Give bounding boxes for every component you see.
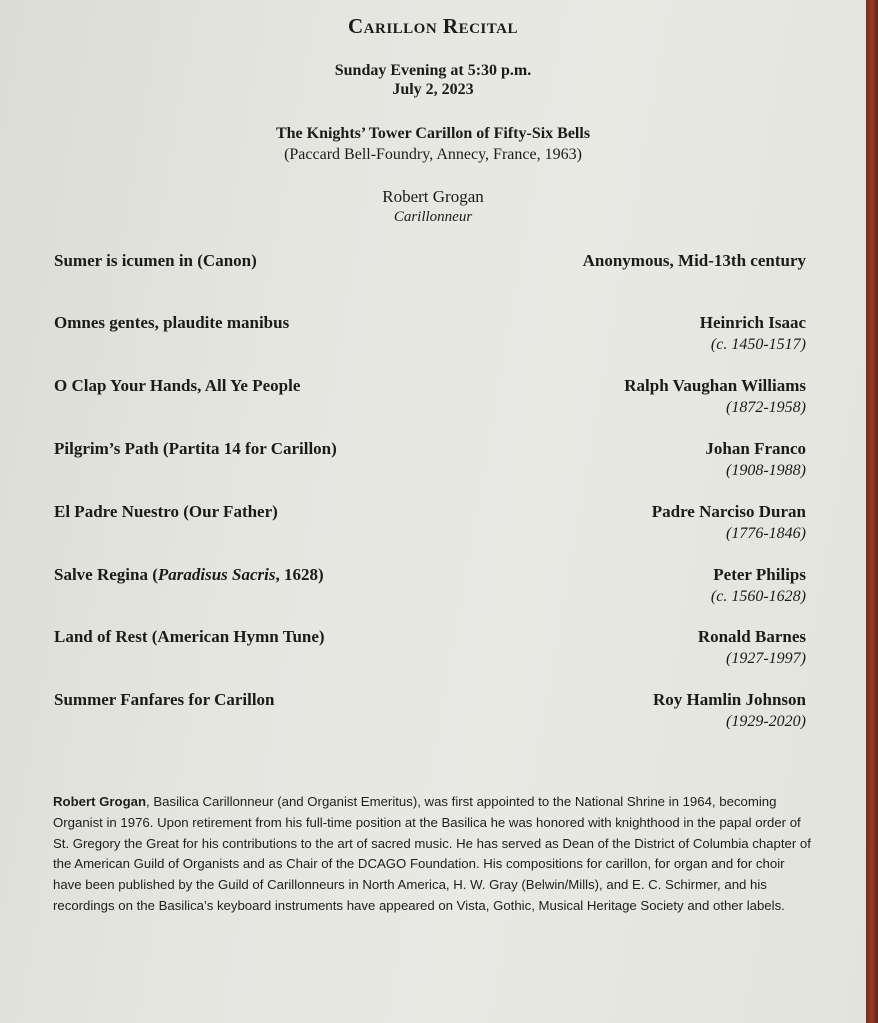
piece-title-suffix: , 1628)	[275, 565, 324, 584]
bio-name: Robert Grogan	[53, 794, 147, 809]
piece-title: Land of Rest (American Hymn Tune)	[54, 627, 325, 646]
program-item-3	[54, 376, 806, 420]
piece-composer: Johan Franco	[705, 439, 806, 458]
piece-title: Pilgrim’s Path (Partita 14 for Carillon)	[54, 439, 337, 458]
piece-title: Omnes gentes, plaudite manibus	[54, 313, 290, 332]
program-title: Carillon Recital	[348, 14, 518, 38]
table-edge-background	[866, 0, 878, 1023]
piece-composer: Anonymous, Mid-13th century	[582, 251, 806, 270]
instrument-line-1: The Knights’ Tower Carillon of Fifty-Six Bells	[275, 125, 591, 142]
piece-composer: Heinrich Isaac	[699, 313, 806, 332]
piece-composer: Ralph Vaughan Williams	[624, 376, 806, 395]
date-line-1: Sunday Evening at 5:30 p.m.	[334, 62, 532, 79]
program-item-5	[54, 502, 806, 546]
program-item-4	[54, 439, 806, 483]
instrument-line-2: (Paccard Bell-Foundry, Annecy, France, 1963)	[284, 146, 582, 163]
piece-title: Sumer is icumen in (Canon)	[54, 251, 257, 270]
program-item-1	[54, 251, 806, 295]
piece-title-prefix: Salve Regina (	[54, 565, 158, 584]
piece-title: El Padre Nuestro (Our Father)	[54, 502, 278, 521]
piece-composer: Roy Hamlin Johnson	[652, 690, 806, 709]
piece-composer: Peter Philips	[713, 565, 806, 584]
bio-text: , Basilica Carillonneur (and Organist Emeritus), was first appointed to the National Shrine in 1964, becoming Organist in 1976. Upon retirement from his full-time position at the Basilica he was honored with knighthood in the papal order of St. Gregory the Great for his contributions to the art of sacred music. He has served as Dean of the District of Columbia chapter of the American Guild of Organists and as Chair of the DCAGO Foundation. His compositions for carillon, for organ and for choir have been published by the Guild of Carillonneurs in North America, H. W. Gray (Belwin/Mills), and E. C. Schirmer, and his recordings on the Basilica’s keyboard instruments have appeared on Vista, Gothic, Musical Heritage Society and other labels.	[53, 794, 811, 913]
composer-dates: (1908-1988)	[726, 462, 806, 479]
performer-name: Robert Grogan	[382, 187, 484, 206]
performer-biography	[53, 792, 811, 917]
piece-composer: Ronald Barnes	[697, 627, 806, 646]
composer-dates: (c. 1560-1628)	[710, 588, 806, 605]
piece-title: Summer Fanfares for Carillon	[54, 690, 275, 709]
composer-dates: (1872-1958)	[726, 399, 806, 416]
piece-title: O Clap Your Hands, All Ye People	[54, 376, 301, 395]
piece-composer: Padre Narciso Duran	[651, 502, 806, 521]
composer-dates: (c. 1450-1517)	[710, 336, 806, 353]
date-line-2: July 2, 2023	[392, 81, 474, 98]
piece-title-italic: Paradisus Sacris	[157, 565, 276, 584]
program-item-6	[54, 565, 806, 609]
composer-dates: (1929-2020)	[726, 713, 806, 730]
piece-title	[54, 565, 324, 585]
composer-dates: (1927-1997)	[726, 650, 806, 667]
composer-dates: (1776-1846)	[726, 525, 806, 542]
performer-role: Carillonneur	[393, 209, 473, 225]
program-item-7	[54, 627, 806, 671]
program-item-2	[54, 313, 806, 357]
program-item-8	[54, 690, 806, 734]
